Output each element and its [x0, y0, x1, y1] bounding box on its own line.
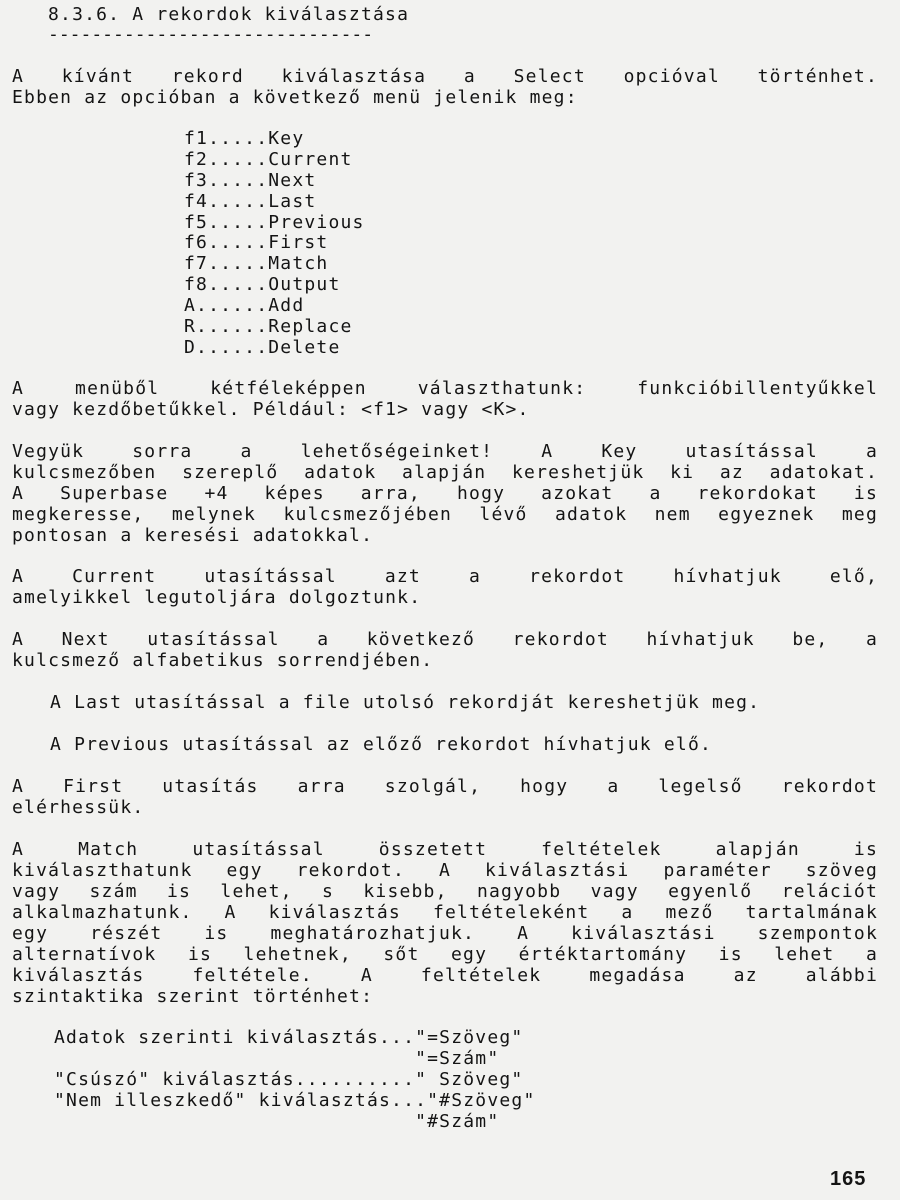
paragraph-line: vagy kezdőbetűkkel. Például: <f1> vagy <K>. [12, 399, 530, 420]
syntax-line: "Csúszó" kiválasztás.........." Szöveg" [54, 1069, 524, 1090]
menu-item: f3.....Next [184, 170, 317, 191]
menu-item: f2.....Current [184, 149, 353, 170]
paragraph-line: vagy szám is lehet, s kisebb, nagyobb vagy egyenlő relációt [12, 881, 878, 902]
menu-item: f1.....Key [184, 128, 305, 149]
paragraph-line: A Match utasítással összetett feltételek alapján is [12, 839, 878, 860]
paragraph-line: Ebben az opcióban a következő menü jelenik meg: [12, 87, 578, 108]
paragraph-line: A Previous utasítással az előző rekordot hívhatjuk elő. [50, 734, 713, 755]
menu-item: R......Replace [184, 316, 353, 337]
menu-item: f8.....Output [184, 274, 341, 295]
menu-item: A......Add [184, 295, 305, 316]
paragraph-line: Vegyük sorra a lehetőségeinket! A Key utasítással a [12, 441, 878, 462]
paragraph-line: kiválasztás feltétele. A feltételek megadása az alábbi [12, 965, 878, 986]
menu-item: D......Delete [184, 337, 341, 358]
paragraph-line: A Next utasítással a következő rekordot hívhatjuk be, a [12, 629, 878, 650]
paragraph-line: amelyikkel legutoljára dolgoztunk. [12, 587, 422, 608]
menu-item: f4.....Last [184, 191, 317, 212]
paragraph-line: A First utasítás arra szolgál, hogy a legelső rekordot [12, 776, 878, 797]
syntax-line: "#Szám" [54, 1111, 500, 1132]
paragraph-line: pontosan a keresési adatokkal. [12, 525, 374, 546]
syntax-line: Adatok szerinti kiválasztás..."=Szöveg" [54, 1027, 524, 1048]
paragraph-line: A Superbase +4 képes arra, hogy azokat a rekordokat is [12, 483, 878, 504]
paragraph-line: A Last utasítással a file utolsó rekordját kereshetjük meg. [50, 692, 761, 713]
syntax-line: "Nem illeszkedő" kiválasztás..."#Szöveg" [54, 1090, 536, 1111]
paragraph-line: szintaktika szerint történhet: [12, 986, 374, 1007]
paragraph-line: kulcsmező alfabetikus sorrendjében. [12, 650, 434, 671]
paragraph-line: alkalmazhatunk. A kiválasztás feltételeként a mező tartalmának [12, 902, 878, 923]
paragraph-line: alternatívok is lehetnek, sőt egy értéktartomány is lehet a [12, 944, 878, 965]
paragraph-line: megkeresse, melynek kulcsmezőjében lévő adatok nem egyeznek meg [12, 504, 878, 525]
menu-item: f6.....First [184, 232, 329, 253]
section-heading: 8.3.6. A rekordok kiválasztása [48, 4, 410, 25]
paragraph-line: A Current utasítással azt a rekordot hívhatjuk elő, [12, 566, 878, 587]
paragraph-line: kiválaszthatunk egy rekordot. A kiválasztási paraméter szöveg [12, 860, 878, 881]
menu-item: f5.....Previous [184, 212, 365, 233]
paragraph-line: egy részét is meghatározhatjuk. A kiválasztási szempontok [12, 923, 878, 944]
paragraph-line: A kívánt rekord kiválasztása a Select opcióval történhet. [12, 66, 878, 87]
menu-item: f7.....Match [184, 253, 329, 274]
paragraph-line: A menüből kétféleképpen választhatunk: funkcióbillentyűkkel [12, 378, 878, 399]
paragraph-line: elérhessük. [12, 797, 145, 818]
heading-underline: ------------------------------ [48, 24, 374, 45]
syntax-line: "=Szám" [54, 1048, 500, 1069]
paragraph-line: kulcsmezőben szereplő adatok alapján kereshetjük ki az adatokat. [12, 462, 878, 483]
page-number: 165 [830, 1168, 867, 1190]
